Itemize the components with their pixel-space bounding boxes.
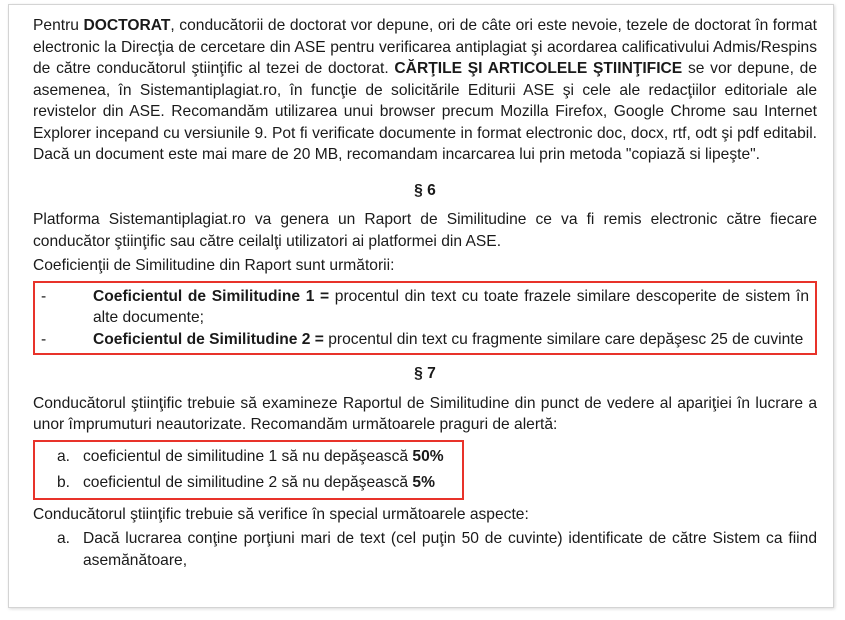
intro-text-3: se vor depune, de asemenea, în Sistemantiplagiat.ro, în funcţie de solicitările Editurii ASE şi cele ale redacţiilor editoriale ale revistelor din ASE. Recomandăm utilizarea unui browser precum Mozilla Firefox, Google Chrome sau Internet Explorer incepand cu versiunile 9. Pot fi verificate documente in format electronic doc, docx, rtf, odt şi pdf editabil. Dacă un document este mai mare de 20 MB, recomandam incarcarea lui prin metoda "copiază si lipeşte". (33, 60, 818, 163)
coefficient-2-label: Coeficientul de Similitudine 2 = (93, 330, 324, 348)
threshold-1-text (83, 444, 444, 470)
list-item (35, 444, 444, 470)
coefficient-1-description: procentul din text cu toate frazele similare descoperite de sistem în alte documente; (93, 287, 809, 326)
intro-bold-doctorat: DOCTORAT (83, 17, 171, 34)
intro-paragraph (33, 15, 817, 166)
list-item-text (93, 329, 809, 351)
list-marker: - (41, 287, 47, 305)
aspect-1-text: Dacă lucrarea conţine porţiuni mari de text (cel puţin 50 de cuvinte) identificate de către Sistem ca fiind asemănătoare, (83, 530, 817, 569)
list-item (33, 528, 817, 571)
section-7-paragraph-2: Conducătorul ştiinţific trebuie să verifice în special următoarele aspecte: (33, 505, 529, 523)
list-marker: - (41, 330, 47, 348)
section-6-paragraph-2: Coeficienţii de Similitudine din Raport sunt următorii: (33, 257, 395, 274)
section-6-heading: § 6 (414, 181, 436, 199)
threshold-1-label: coeficientul de similitudine 1 să nu depăşească (83, 447, 413, 465)
intro-text-2: , conducătorii de doctorat vor depune, ori de câte ori este nevoie, tezele de doctorat în format electronic la Direcţia de cercetare din ASE pentru verificarea antiplagiat şi acordarea calificativului Admis/Respins de către conducătorul ştiinţific al tezei de doctorat. (33, 17, 817, 77)
coefficient-1-label: Coeficientul de Similitudine 1 = (93, 287, 330, 305)
similarity-coefficients-box (33, 281, 817, 356)
threshold-2-label: coeficientul de similitudine 2 să nu depăşească (83, 473, 413, 491)
list-marker: a. (57, 530, 71, 547)
list-marker: a. (57, 447, 71, 465)
list-item (35, 286, 809, 329)
list-item (35, 329, 809, 351)
document-page (8, 4, 834, 608)
section-7-paragraph-1: Conducătorul ştiinţific trebuie să examineze Raportul de Similitudine din punct de vedere al apariţiei în lucrare a unor împrumuturi neautorizate. Recomandăm următoarele praguri de alertă: (33, 394, 817, 433)
coefficient-2-description: procentul din text cu fragmente similare care depăşesc 25 de cuvinte (323, 330, 804, 348)
section-7-heading: § 7 (414, 365, 436, 382)
threshold-1-value: 50% (412, 447, 444, 465)
alert-thresholds-box (33, 440, 464, 500)
list-item (35, 470, 444, 496)
threshold-2-text (83, 470, 435, 496)
list-marker: b. (57, 473, 71, 491)
list-item-text (93, 286, 809, 329)
intro-bold-carti: CĂRŢILE ŞI ARTICOLELE ŞTIINŢIFICE (394, 60, 683, 77)
intro-text-1: Pentru (33, 17, 84, 34)
section-6-paragraph-1: Platforma Sistemantiplagiat.ro va genera un Raport de Similitudine ce va fi remis electronic către fiecare conducător ştiinţific sau către ceilalţi utilizatori ai platformei din ASE. (33, 211, 817, 250)
threshold-2-value: 5% (412, 473, 435, 491)
document-content (33, 15, 817, 571)
